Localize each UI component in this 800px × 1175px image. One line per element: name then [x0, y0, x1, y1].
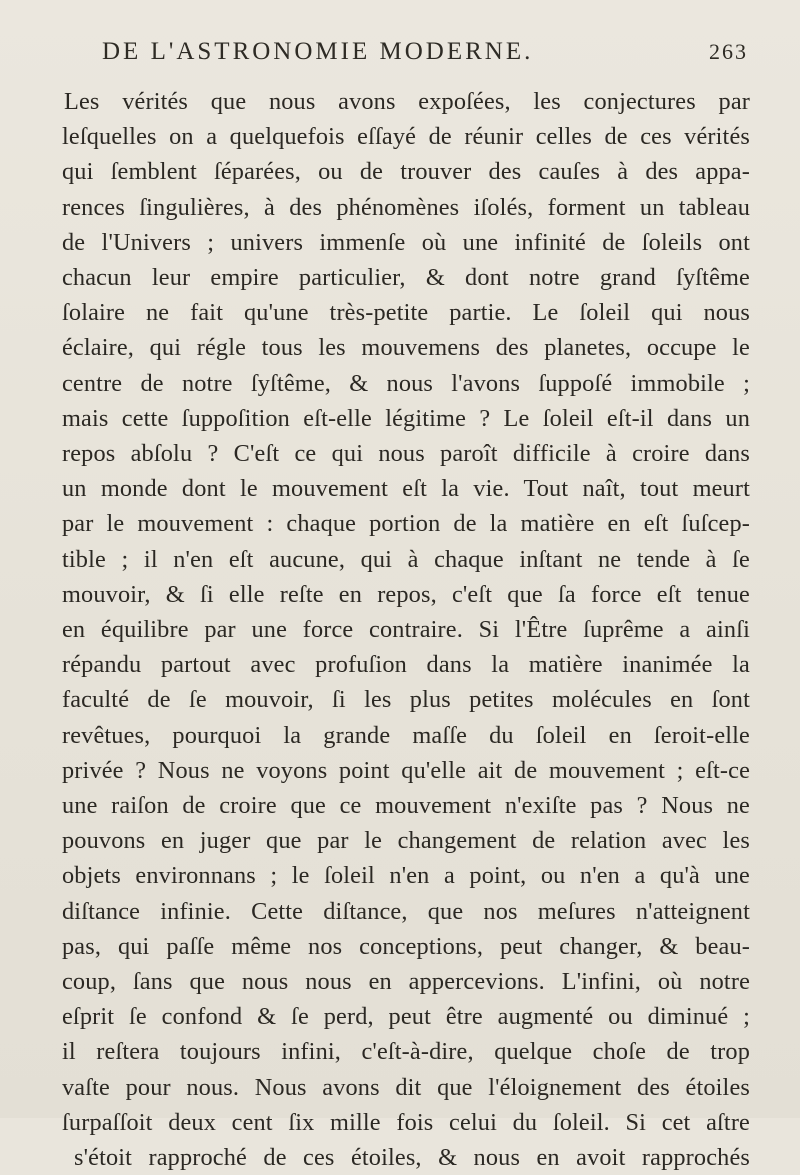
text-line: qui ſemblent ſéparées, ou de trouver des cauſes à des appa-: [62, 158, 750, 186]
text-line: Les vérités que nous avons expoſées, les conjectures par: [64, 88, 750, 115]
text-line: chacun leur empire particulier, & dont notre grand ſyſtême: [62, 264, 750, 292]
text-line: repos abſolu ? C'eſt ce qui nous paroît difficile à croire dans: [62, 440, 750, 468]
text-line: une raiſon de croire que ce mouvement n'exiſte pas ? Nous ne: [62, 792, 750, 820]
text-line: en équilibre par une force contraire. Si l'Être ſuprême a ainſi: [62, 616, 750, 644]
text-line: eſprit ſe confond & ſe perd, peut être augmenté ou diminué ;: [62, 1003, 750, 1031]
text-line: répandu partout avec profuſion dans la matière inanimée la: [62, 651, 750, 679]
text-line: pas, qui paſſe même nos conceptions, peut changer, & beau-: [62, 932, 750, 960]
text-line: objets environnans ; le ſoleil n'en a point, ou n'en a qu'à une: [62, 862, 750, 890]
text-line: un monde dont le mouvement eſt la vie. Tout naît, tout meurt: [62, 475, 750, 503]
text-line: ſolaire ne fait qu'une très-petite partie. Le ſoleil qui nous: [62, 299, 750, 327]
text-line: mais cette ſuppoſition eſt-elle légitime ? Le ſoleil eſt-il dans un: [62, 404, 750, 432]
text-line: diſtance infinie. Cette diſtance, que nos meſures n'atteignent: [62, 897, 750, 925]
text-line: privée ? Nous ne voyons point qu'elle ait de mouvement ; eſt-ce: [62, 756, 750, 784]
text-line: ſurpaſſoit deux cent ſix mille fois celui du ſoleil. Si cet aſtre: [62, 1108, 750, 1136]
text-line: revêtues, pourquoi la grande maſſe du ſoleil en ſeroit-elle: [62, 721, 750, 749]
text-line: leſquelles on a quelquefois eſſayé de réunir celles de ces vérités: [62, 123, 750, 151]
text-line: par le mouvement : chaque portion de la matière en eſt ſuſcep-: [62, 510, 750, 538]
text-line: rences ſingulières, à des phénomènes iſolés, forment un tableau: [62, 193, 750, 221]
text-line: mouvoir, & ſi elle reſte en repos, c'eſt que ſa force eſt tenue: [62, 580, 750, 608]
text-line: de l'Univers ; univers immenſe où une infinité de ſoleils ont: [62, 228, 750, 256]
text-line: centre de notre ſyſtême, & nous l'avons ſuppoſé immobile ;: [62, 369, 750, 397]
text-line: pouvons en juger que par le changement de relation avec les: [62, 827, 750, 855]
body-text: [62, 84, 750, 1175]
text-line: vaſte pour nous. Nous avons dit que l'éloignement des étoiles: [62, 1073, 750, 1101]
text-line: coup, ſans que nous nous en appercevions. L'infini, où notre: [62, 968, 750, 996]
running-title: DE L'ASTRONOMIE MODERNE.: [102, 38, 534, 65]
running-head: [62, 38, 750, 82]
text-line: s'étoit rapproché de ces étoiles, & nous en avoit rapprochés: [74, 1144, 750, 1172]
text-line: faculté de ſe mouvoir, ſi les plus petites molécules en ſont: [62, 686, 750, 714]
text-line: tible ; il n'en eſt aucune, qui à chaque inſtant ne tende à ſe: [62, 545, 750, 573]
text-line: il reſtera toujours infini, c'eſt-à-dire, quelque choſe de trop: [62, 1038, 750, 1066]
page-number: 263: [709, 39, 748, 64]
text-line: éclaire, qui régle tous les mouvemens des planetes, occupe le: [62, 334, 750, 362]
